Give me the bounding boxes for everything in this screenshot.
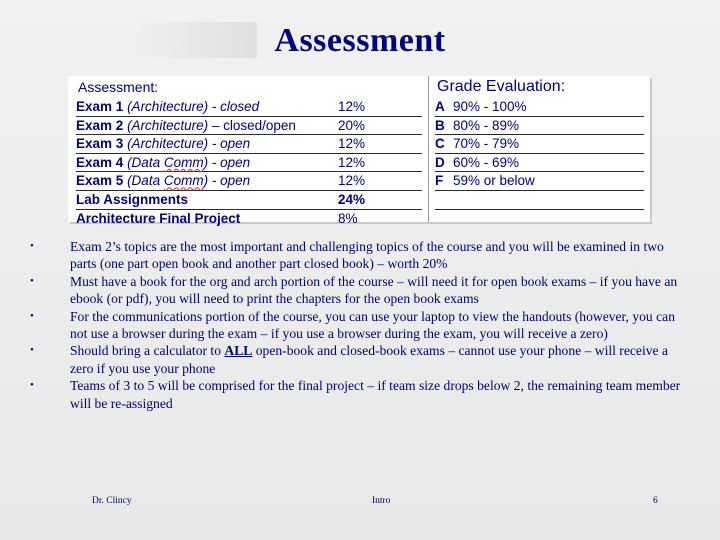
footer-section: Intro <box>372 496 391 506</box>
bullet-item: • Exam 2’s topics are the most important and challenging topics of the course and you will be examined in two parts (one part open book and another part closed book) – worth 20% <box>30 238 690 273</box>
bullet-item: • Should bring a calculator to ALL open-book and closed-book exams – cannot use your phone – will receive a zero if you use your phone <box>30 342 690 377</box>
footer-author: Dr. Clincy <box>92 496 132 506</box>
grade-row-blank <box>435 210 644 228</box>
assessment-row-exam4: Exam 4 (Data Comm) - open 12% <box>76 154 422 173</box>
bullet-icon <box>30 273 34 290</box>
assessment-row-exam1: Exam 1 (Architecture) - closed 12% <box>76 98 422 117</box>
assessment-table-image <box>68 76 650 226</box>
slide-title: Assessment <box>274 22 446 59</box>
assessment-row-exam3: Exam 3 (Architecture) - open 12% <box>76 135 422 154</box>
bullet-icon <box>30 377 34 394</box>
grade-row-d: D 60% - 69% <box>435 154 644 173</box>
assessment-column <box>68 76 429 226</box>
assessment-row-labs: Lab Assignments 24% <box>76 191 422 210</box>
assessment-row-final-project: Architecture Final Project 8% <box>76 210 358 226</box>
footer-page-number: 6 <box>653 496 658 506</box>
grade-row-c: C 70% - 79% <box>435 135 644 154</box>
bullet-item: • Must have a book for the org and arch portion of the course – will need it for open book exams – if you have an ebook (or pdf), you will need to print the chapters for the open book exams <box>30 273 690 308</box>
bullet-item: • For the communications portion of the course, you can use your laptop to view the handouts (however, you can not use a browser during the exam – if you use a browser during the exam, you will receive a zero) <box>30 308 690 343</box>
bullet-list <box>30 238 690 412</box>
bullet-icon <box>30 308 34 325</box>
bullet-item: • Teams of 3 to 5 will be comprised for the final project – if team size drops below 2, the remaining team member will be re-assigned <box>30 377 690 412</box>
assessment-header: Assessment: <box>78 79 159 95</box>
grade-row-a: A 90% - 100% <box>435 98 644 117</box>
bullet-icon <box>30 238 34 255</box>
assessment-row-exam2: Exam 2 (Architecture) – closed/open 20% <box>76 117 422 136</box>
grade-evaluation-column <box>429 76 650 222</box>
grade-evaluation-header: Grade Evaluation: <box>437 78 566 95</box>
grade-row-f: F 59% or below <box>435 172 644 191</box>
grade-row-blank <box>435 191 644 210</box>
grade-row-b: B 80% - 89% <box>435 117 644 136</box>
assessment-row-exam5: Exam 5 (Data Comm) - open 12% <box>76 172 422 191</box>
bullet-icon <box>30 342 34 359</box>
